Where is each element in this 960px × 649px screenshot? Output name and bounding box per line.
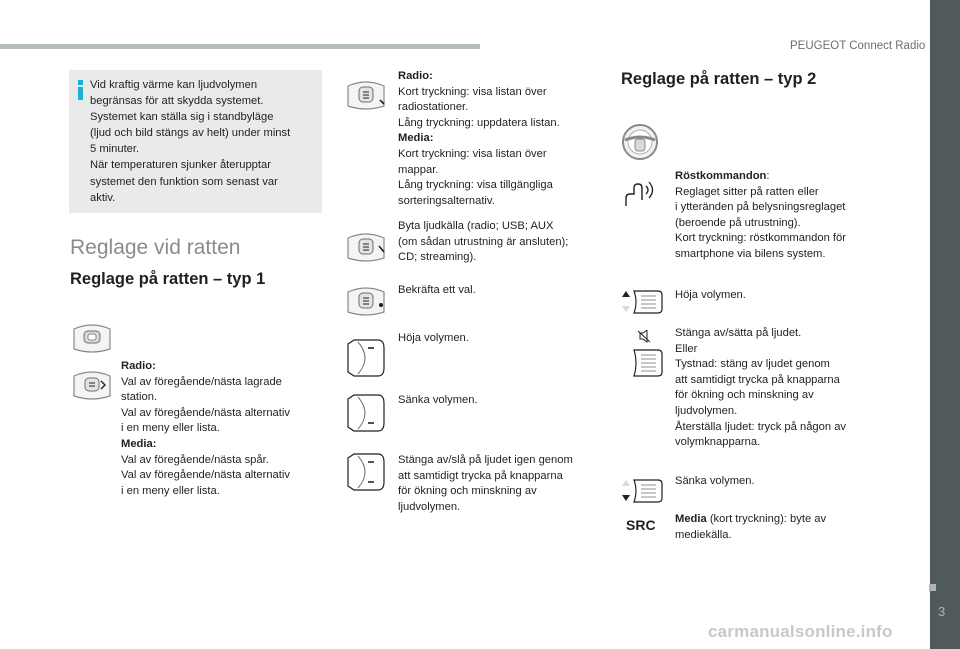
- middle-volume-down-text: Sänka volymen.: [398, 394, 478, 406]
- page-edge-strip: [930, 0, 960, 649]
- type2-heading: Reglage på ratten – typ 2: [621, 70, 817, 88]
- src-title: Media: [675, 513, 707, 525]
- header-rule: [0, 44, 480, 49]
- watermark: carmanualsonline.info: [708, 622, 893, 641]
- type1-media-text: Val av föregående/nästa spår. Val av föregående/nästa alternativ i en meny eller lista.: [121, 453, 290, 497]
- volume-up-lever-icon: [344, 338, 388, 378]
- right-mute-text: Stänga av/sätta på ljudet. Eller Tystnad: stäng av ljudet genom att samtidigt trycka på knapparna för ökning och minskning av ljudvolymen. Återställa ljudet: tryck på någon av volymknapparna.: [675, 327, 847, 449]
- src-text: (kort tryckning): byte av mediekälla.: [675, 513, 827, 541]
- right-volume-down-text: Sänka volymen.: [675, 475, 755, 487]
- type1-media-title: Media:: [121, 437, 157, 450]
- info-note-text: Vid kraftig värme kan ljudvolymen begränsas för att skydda systemet. Systemet kan ställa sig i standbyläge (ljud och bild stängs av helt) under minst 5 minuter. När temperaturen sjunker återupptar systemet den funktion som senast var aktiv.: [90, 79, 291, 204]
- voice-command-desc: [675, 169, 875, 263]
- middle-volume-up-text: Höja volymen.: [398, 332, 469, 344]
- end-marker: [929, 584, 936, 591]
- brand-label: PEUGEOT Connect Radio: [790, 40, 926, 52]
- type1-rotary-desc: [121, 359, 321, 499]
- middle-media-text: Kort tryckning: visa listan över mappar. Lång tryckning: visa tillgängliga sorteringsalternativ.: [398, 147, 553, 207]
- mute-button-icon: [628, 330, 664, 378]
- middle-source-text: Byta ljudkälla (radio; USB; AUX (om sådan utrustning är ansluten); CD; streaming).: [398, 220, 569, 264]
- steering-wheel-icon: [620, 122, 660, 162]
- steering-control-source-icon: [344, 230, 388, 264]
- middle-confirm-text: Bekräfta ett val.: [398, 284, 476, 296]
- middle-press-desc: [398, 69, 598, 209]
- voice-command-colon: :: [766, 170, 770, 182]
- info-icon: [78, 80, 83, 100]
- volume-down-button-icon: [620, 478, 664, 504]
- type1-heading: Reglage på ratten – typ 1: [70, 270, 266, 288]
- middle-radio-title: Radio:: [398, 70, 433, 82]
- steering-control-press-icon: [344, 78, 388, 112]
- voice-command-icon: [622, 176, 658, 208]
- right-volume-up-text: Höja volymen.: [675, 289, 746, 301]
- middle-radio-text: Kort tryckning: visa listan över radiostationer. Lång tryckning: uppdatera listan.: [398, 85, 560, 129]
- steering-control-confirm-icon: [344, 284, 388, 318]
- steering-control-rotary-icon: [70, 368, 114, 402]
- volume-down-lever-icon: [344, 393, 388, 433]
- middle-mute-text: Stänga av/slå på ljudet igen genom att samtidigt trycka på knapparna för ökning och minskning av ljudvolymen.: [398, 454, 573, 513]
- volume-up-button-icon: [620, 289, 664, 315]
- type1-radio-title: Radio:: [121, 360, 156, 372]
- middle-media-title: Media:: [398, 132, 434, 145]
- page-number: 3: [938, 604, 946, 619]
- steering-control-overview-icon: [70, 321, 114, 355]
- voice-command-title: Röstkommandon: [675, 170, 767, 182]
- src-desc: [675, 512, 875, 543]
- mute-lever-icon: [344, 452, 388, 492]
- voice-command-text: Reglaget sitter på ratten eller i ytteränden på belysningsreglaget (beroende på utrustning). Kort tryckning: röstkommandon för smartphone via bilens system.: [675, 185, 846, 260]
- section-title: Reglage vid ratten: [70, 236, 241, 259]
- src-button-icon: SRC: [626, 517, 656, 533]
- type1-radio-text: Val av föregående/nästa lagrade station. Val av föregående/nästa alternativ i en meny eller lista.: [121, 375, 290, 435]
